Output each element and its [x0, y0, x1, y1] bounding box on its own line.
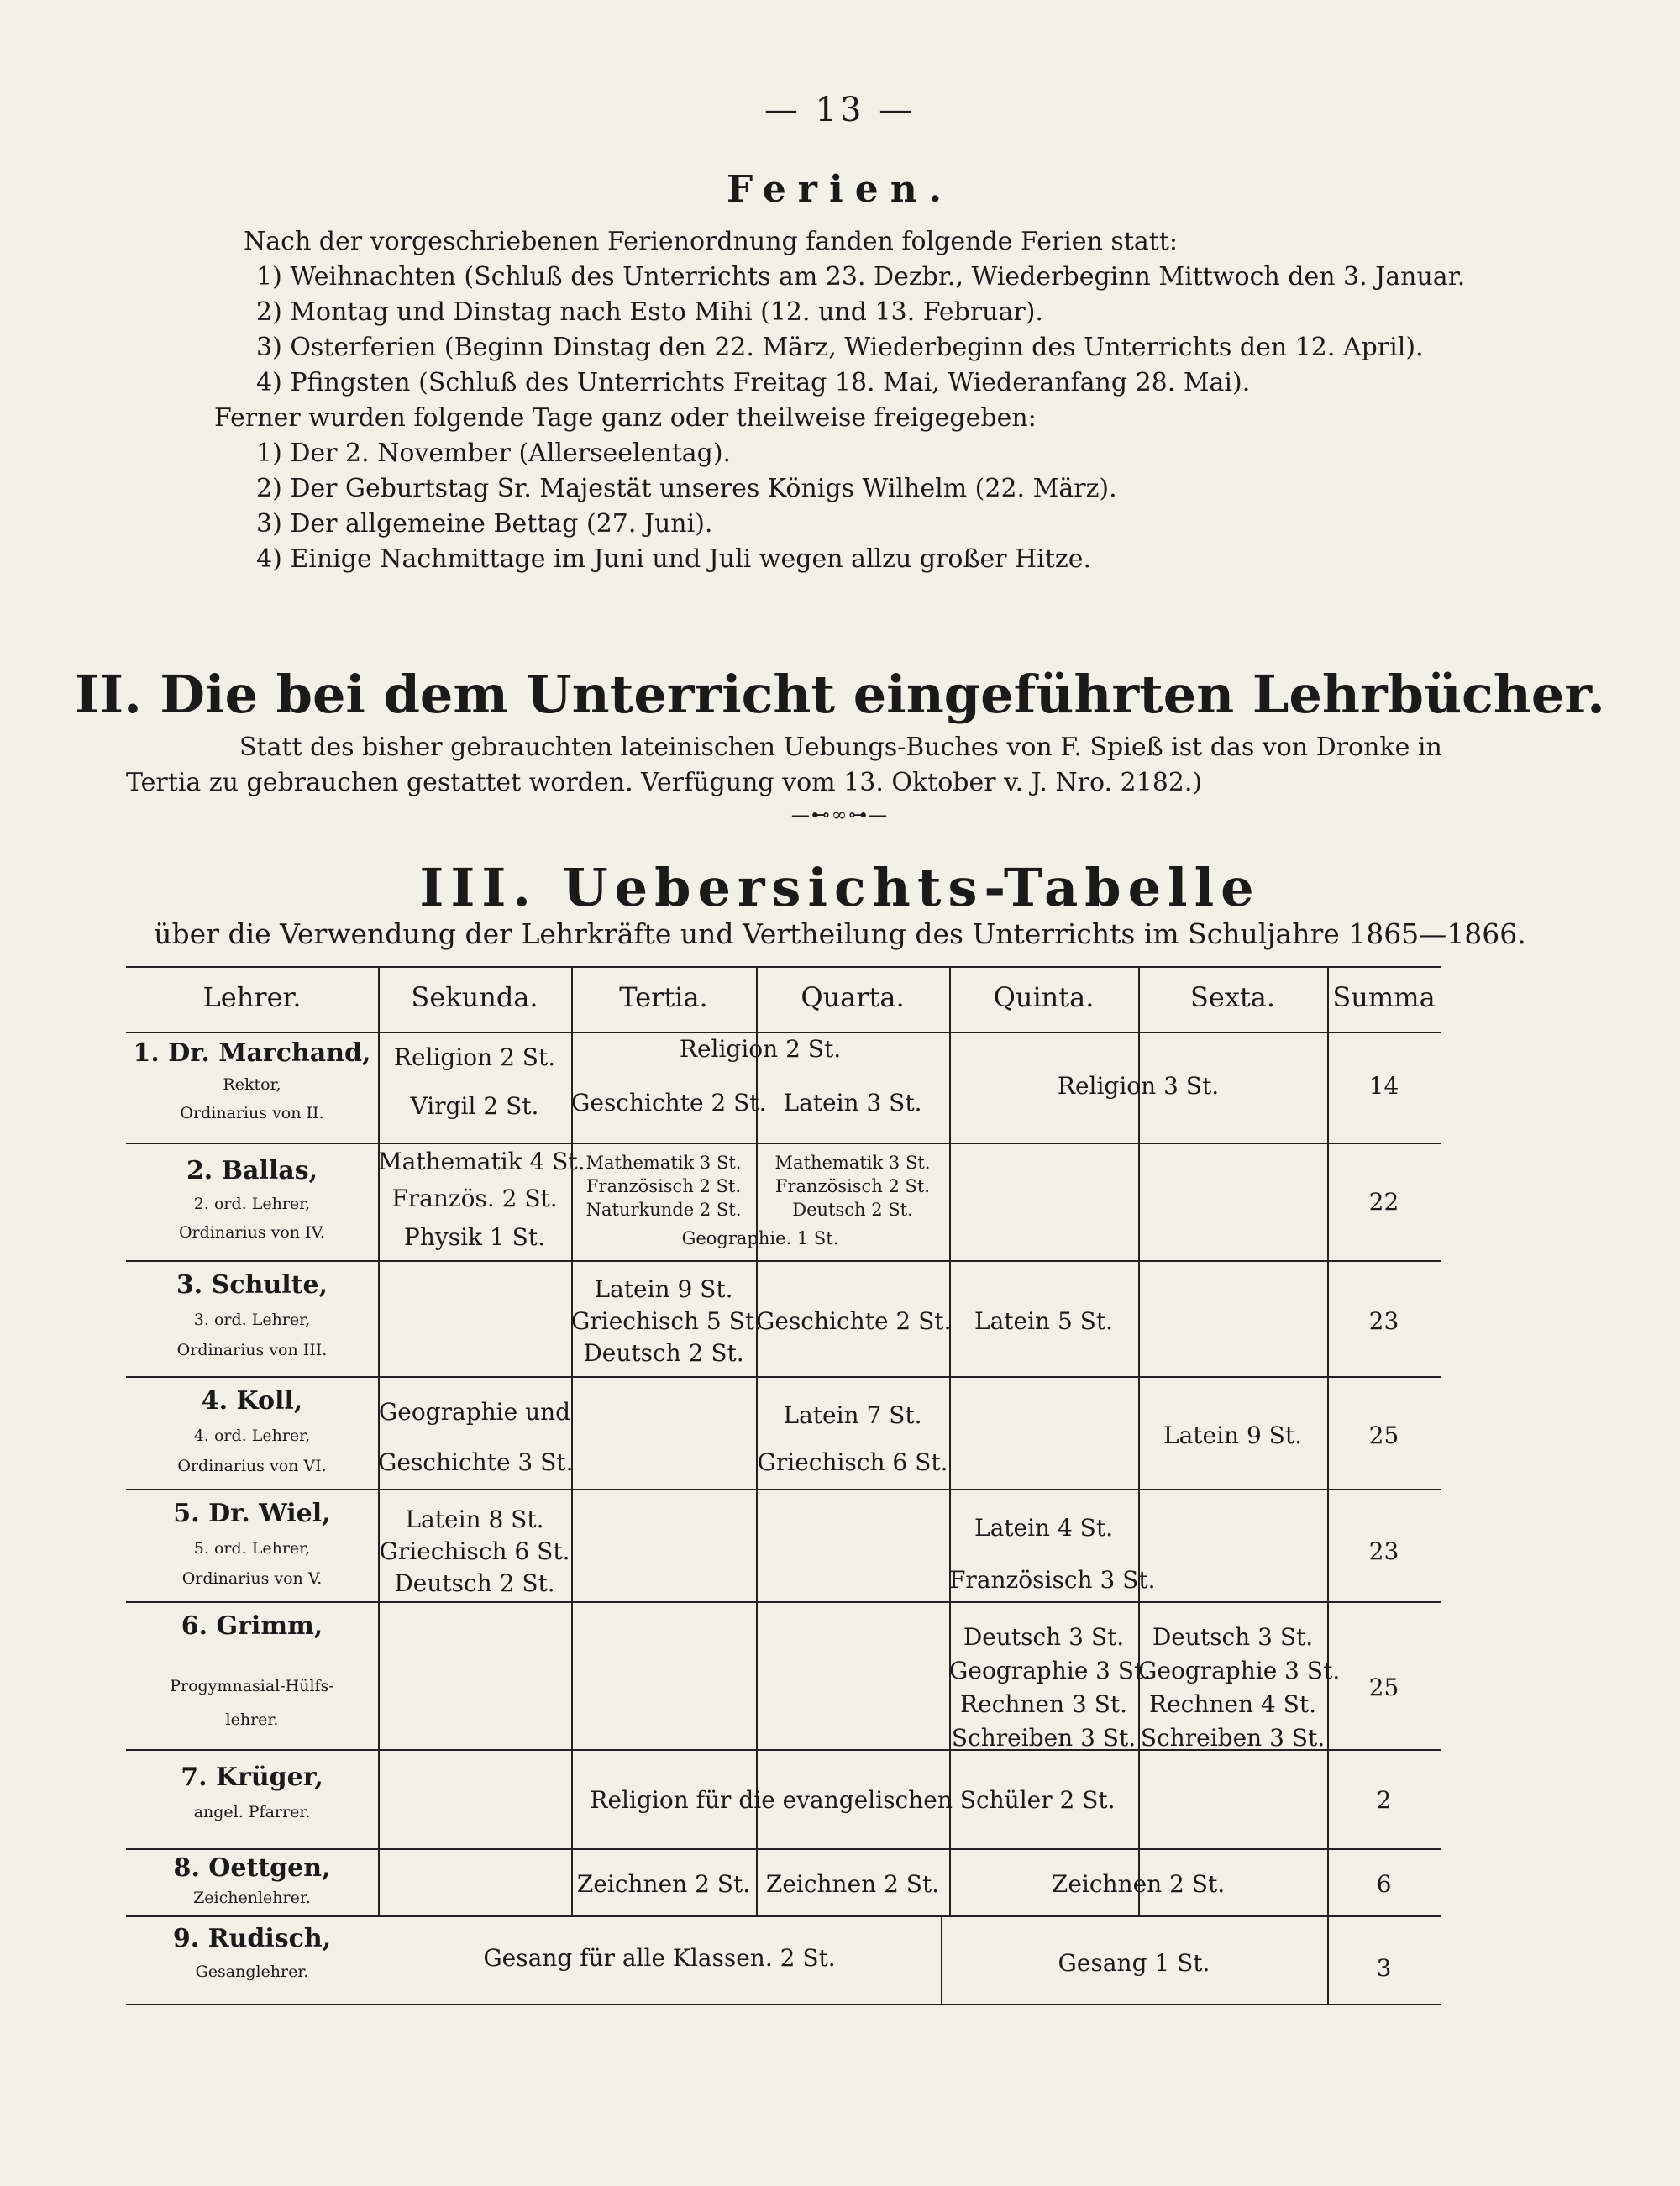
- free-day-item: 2) Der Geburtstag Sr. Majestät unseres Königs Wilhelm (22. März).: [256, 474, 1117, 503]
- header-summa: Summa: [1332, 981, 1436, 1013]
- header-quarta: Quarta.: [801, 981, 905, 1013]
- cell: Deutsch 2 St.: [792, 1200, 913, 1220]
- summa-value: 22: [1368, 1188, 1399, 1216]
- teacher-role: Ordinarius von III.: [176, 1341, 328, 1359]
- cell: Französisch 3 St.: [949, 1566, 1156, 1594]
- cell: Gesang 1 St.: [1058, 1949, 1210, 1977]
- section2-text: Tertia zu gebrauchen gestattet worden. Verfügung vom 13. Oktober v. J. Nro. 2182.): [126, 768, 1203, 797]
- cell: Rechnen 3 St.: [960, 1690, 1127, 1718]
- teacher-role: 4. ord. Lehrer,: [193, 1427, 311, 1445]
- teacher-role: 2. ord. Lehrer,: [193, 1195, 311, 1213]
- cell: Religion 2 St.: [679, 1035, 842, 1063]
- teacher-name: 7. Krüger,: [181, 1763, 323, 1792]
- header-sexta: Sexta.: [1189, 981, 1275, 1013]
- ferien-item: 1) Weihnachten (Schluß des Unterrichts am 23. Dezbr., Wiederbeginn Mittwoch den 3. Januar.: [256, 262, 1466, 292]
- teacher-role: Zeichenlehrer.: [193, 1889, 311, 1907]
- cell: Latein 7 St.: [783, 1401, 922, 1429]
- free-day-item: 3) Der allgemeine Bettag (27. Juni).: [256, 509, 713, 539]
- teacher-role: Ordinarius von II.: [180, 1104, 324, 1122]
- cell: Deutsch 3 St.: [1152, 1623, 1314, 1651]
- summa-value: 2: [1376, 1786, 1392, 1814]
- summa-value: 25: [1368, 1421, 1399, 1449]
- teacher-name: 5. Dr. Wiel,: [173, 1499, 331, 1528]
- header-tertia: Tertia.: [619, 981, 708, 1013]
- cell: Geographie 3 St.: [949, 1657, 1152, 1684]
- cell: Zeichnen 2 St.: [1051, 1870, 1226, 1898]
- cell: Latein 5 St.: [974, 1307, 1114, 1335]
- cell: Französ. 2 St.: [391, 1185, 558, 1212]
- cell: Gesang für alle Klassen. 2 St.: [483, 1944, 836, 1972]
- teacher-name: 3. Schulte,: [176, 1270, 328, 1300]
- teacher-role: Ordinarius von VI.: [177, 1457, 327, 1475]
- free-day-item: 4) Einige Nachmittage im Juni und Juli wegen allzu großer Hitze.: [256, 544, 1092, 574]
- cell: Deutsch 2 St.: [583, 1339, 744, 1367]
- teacher-name: 2. Ballas,: [186, 1156, 318, 1185]
- teacher-name: 4. Koll,: [201, 1386, 303, 1416]
- teacher-name: 9. Rudisch,: [172, 1924, 332, 1953]
- cell: Griechisch 6 St.: [379, 1537, 570, 1565]
- header-quinta: Quinta.: [993, 981, 1095, 1013]
- cell: Schreiben 3 St.: [1140, 1724, 1326, 1752]
- ferien-item: 2) Montag und Dinstag nach Esto Mihi (12. und 13. Februar).: [256, 297, 1043, 327]
- ferien-item: 3) Osterferien (Beginn Dinstag den 22. März, Wiederbeginn des Unterrichts den 12. April).: [256, 333, 1424, 362]
- cell: Latein 4 St.: [974, 1514, 1114, 1542]
- cell: Zeichnen 2 St.: [765, 1870, 940, 1898]
- teacher-role: Ordinarius von IV.: [178, 1223, 326, 1242]
- ferien-heading: Ferien.: [726, 168, 954, 211]
- cell: Griechisch 5 St.: [571, 1307, 762, 1335]
- cell: Religion für die evangelischen Schüler 2 St.: [590, 1786, 1116, 1814]
- free-day-item: 1) Der 2. November (Allerseelentag).: [256, 439, 732, 468]
- teacher-role: Ordinarius von V.: [181, 1569, 323, 1588]
- cell: Physik 1 St.: [404, 1223, 545, 1251]
- teacher-name: 6. Grimm,: [181, 1611, 323, 1641]
- teacher-role: 5. ord. Lehrer,: [193, 1539, 311, 1558]
- cell: Geographie und: [378, 1398, 571, 1426]
- cell: Geschichte 3 St.: [378, 1448, 574, 1476]
- header-lehrer: Lehrer.: [202, 981, 302, 1013]
- cell: Französisch 2 St.: [774, 1176, 931, 1196]
- cell: Rechnen 4 St.: [1149, 1690, 1316, 1718]
- summa-value: 14: [1368, 1072, 1399, 1100]
- cell: Naturkunde 2 St.: [585, 1200, 742, 1220]
- cell: Geschichte 2 St.: [756, 1307, 952, 1335]
- free-days-intro: Ferner wurden folgende Tage ganz oder theilweise freigegeben:: [214, 403, 1037, 433]
- cell: Deutsch 3 St.: [963, 1623, 1125, 1651]
- teacher-role: Progymnasial-Hülfs-: [170, 1677, 334, 1695]
- summa-value: 6: [1376, 1870, 1392, 1898]
- ferien-item: 4) Pfingsten (Schluß des Unterrichts Freitag 18. Mai, Wiederanfang 28. Mai).: [256, 368, 1251, 397]
- cell: Religion 2 St.: [393, 1043, 556, 1071]
- ornament: —⊷∞⊶—: [790, 805, 890, 826]
- summa-value: 23: [1368, 1537, 1399, 1565]
- teacher-name: 8. Oettgen,: [173, 1853, 331, 1883]
- cell: Griechisch 6 St.: [757, 1448, 948, 1476]
- summa-value: 23: [1368, 1307, 1399, 1335]
- teacher-role: 3. ord. Lehrer,: [193, 1311, 311, 1329]
- cell: Schreiben 3 St.: [951, 1724, 1137, 1752]
- cell: Latein 8 St.: [405, 1506, 544, 1533]
- cell: Geographie 3 St.: [1138, 1657, 1341, 1684]
- cell: Mathematik 4 St.: [378, 1148, 585, 1175]
- header-sekunda: Sekunda.: [411, 981, 538, 1013]
- summa-value: 25: [1368, 1674, 1399, 1701]
- teacher-role: angel. Pfarrer.: [193, 1803, 311, 1821]
- teacher-role: Gesanglehrer.: [195, 1963, 309, 1981]
- page-number: — 13 —: [764, 91, 916, 129]
- cell: Latein 3 St.: [783, 1089, 922, 1117]
- cell: Mathematik 3 St.: [774, 1153, 931, 1173]
- section2-text: Statt des bisher gebrauchten lateinischen Uebungs-Buches von F. Spieß ist das von Dronke in: [239, 733, 1442, 762]
- teacher-role: lehrer.: [225, 1710, 279, 1729]
- teacher-role: Rektor,: [223, 1075, 281, 1094]
- cell: Latein 9 St.: [1163, 1421, 1303, 1449]
- cell: Zeichnen 2 St.: [576, 1870, 751, 1898]
- cell: Geographie. 1 St.: [681, 1228, 839, 1248]
- ferien-intro: Nach der vorgeschriebenen Ferienordnung fanden folgende Ferien statt:: [244, 227, 1178, 256]
- section3-subtitle: über die Verwendung der Lehrkräfte und Vertheilung des Unterrichts im Schuljahre 1865—1866.: [154, 917, 1526, 950]
- cell: Geschichte 2 St.: [571, 1089, 767, 1117]
- section2-heading: II. Die bei dem Unterricht eingeführten Lehrbücher.: [75, 664, 1605, 725]
- cell: Deutsch 2 St.: [394, 1569, 555, 1597]
- cell: Mathematik 3 St.: [585, 1153, 742, 1173]
- section3-heading: III. Uebersichts-Tabelle: [419, 857, 1261, 918]
- cell: Französisch 2 St.: [585, 1176, 742, 1196]
- teacher-name: 1. Dr. Marchand,: [133, 1038, 371, 1068]
- cell: Religion 3 St.: [1057, 1072, 1220, 1100]
- cell: Latein 9 St.: [594, 1275, 733, 1303]
- cell: Virgil 2 St.: [410, 1092, 539, 1120]
- summa-value: 3: [1376, 1954, 1392, 1982]
